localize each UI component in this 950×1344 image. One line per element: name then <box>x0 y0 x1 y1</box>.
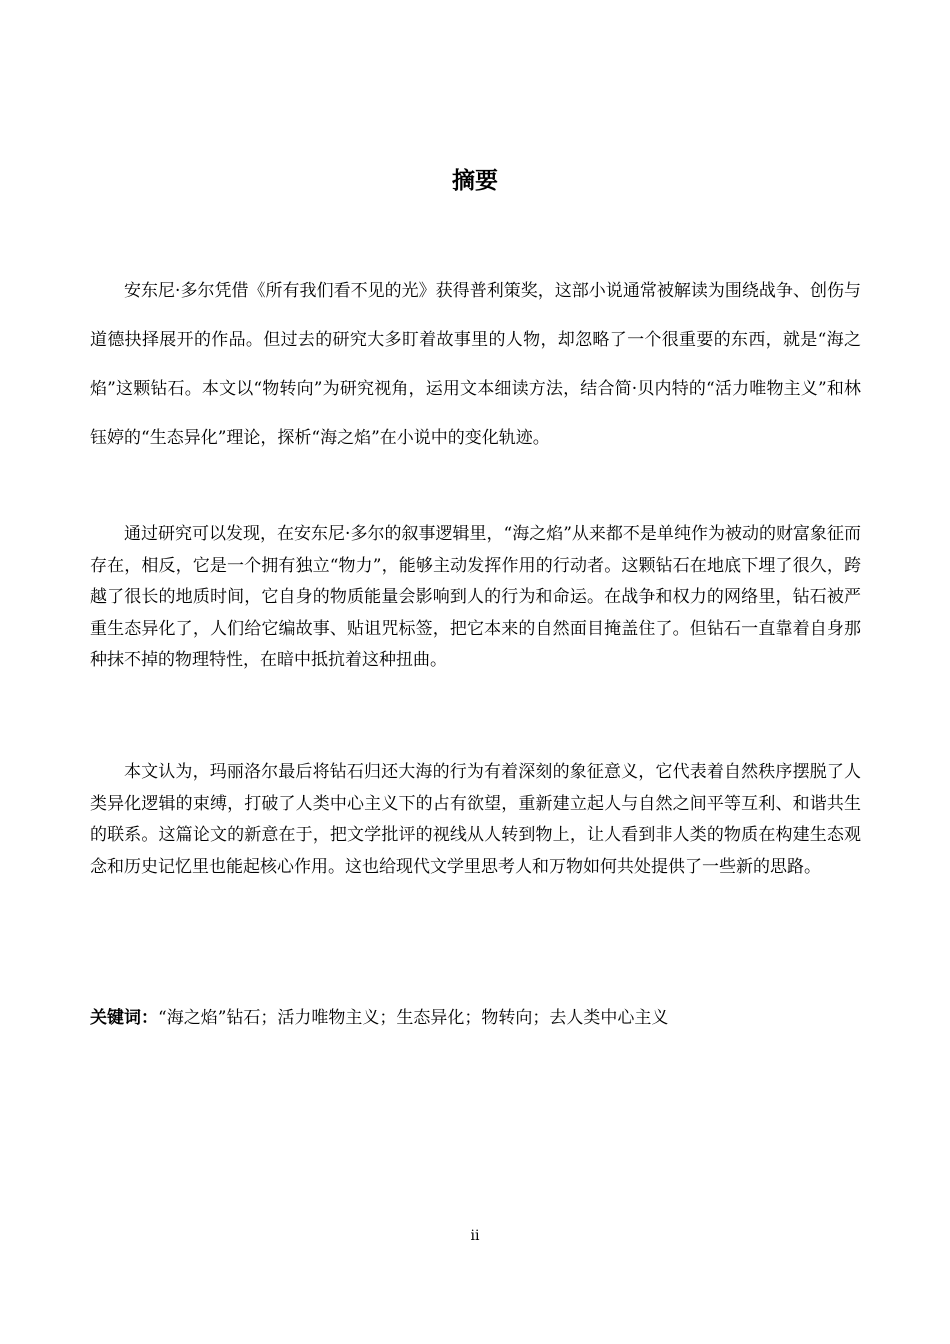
abstract-paragraph-1: 安东尼·多尔凭借《所有我们看不见的光》获得普利策奖，这部小说通常被解读为围绕战争、创伤与道德抉择展开的作品。但过去的研究大多盯着故事里的人物，却忽略了一个很重要的东西，就是“海之焰”这颗钻石。本文以“物转向”为研究视角，运用文本细读方法，结合简·贝内特的“活力唯物主义”和林钰婷的“生态异化”理论，探析“海之焰”在小说中的变化轨迹。 <box>90 281 861 448</box>
abstract-title: 摘要 <box>452 168 498 194</box>
page-number: ii <box>470 1228 480 1244</box>
keywords-label: 关键词： <box>90 1008 158 1028</box>
abstract-paragraph-3: 本文认为，玛丽洛尔最后将钻石归还大海的行为有着深刻的象征意义，它代表着自然秩序摆脱了人类异化逻辑的束缚，打破了人类中心主义下的占有欲望，重新建立起人与自然之间平等互利、和谐共生的联系。这篇论文的新意在于，把文学批评的视线从人转到物上，让人看到非人类的物质在构建生态观念和历史记忆里也能起核心作用。这也给现代文学里思考人和万物如何共处提供了一些新的思路。 <box>90 762 861 877</box>
keywords-line <box>90 1002 861 1034</box>
keywords-list: “海之焰”钻石；活力唯物主义；生态异化；物转向；去人类中心主义 <box>158 1008 669 1028</box>
abstract-paragraph-2: 通过研究可以发现，在安东尼·多尔的叙事逻辑里，“海之焰”从来都不是单纯作为被动的财富象征而存在，相反，它是一个拥有独立“物力”，能够主动发挥作用的行动者。这颗钻石在地底下埋了很久，跨越了很长的地质时间，它自身的物质能量会影响到人的行为和命运。在战争和权力的网络里，钻石被严重生态异化了，人们给它编故事、贴诅咒标签，把它本来的自然面目掩盖住了。但钻石一直靠着自身那种抹不掉的物理特性，在暗中抵抗着这种扭曲。 <box>90 524 861 670</box>
